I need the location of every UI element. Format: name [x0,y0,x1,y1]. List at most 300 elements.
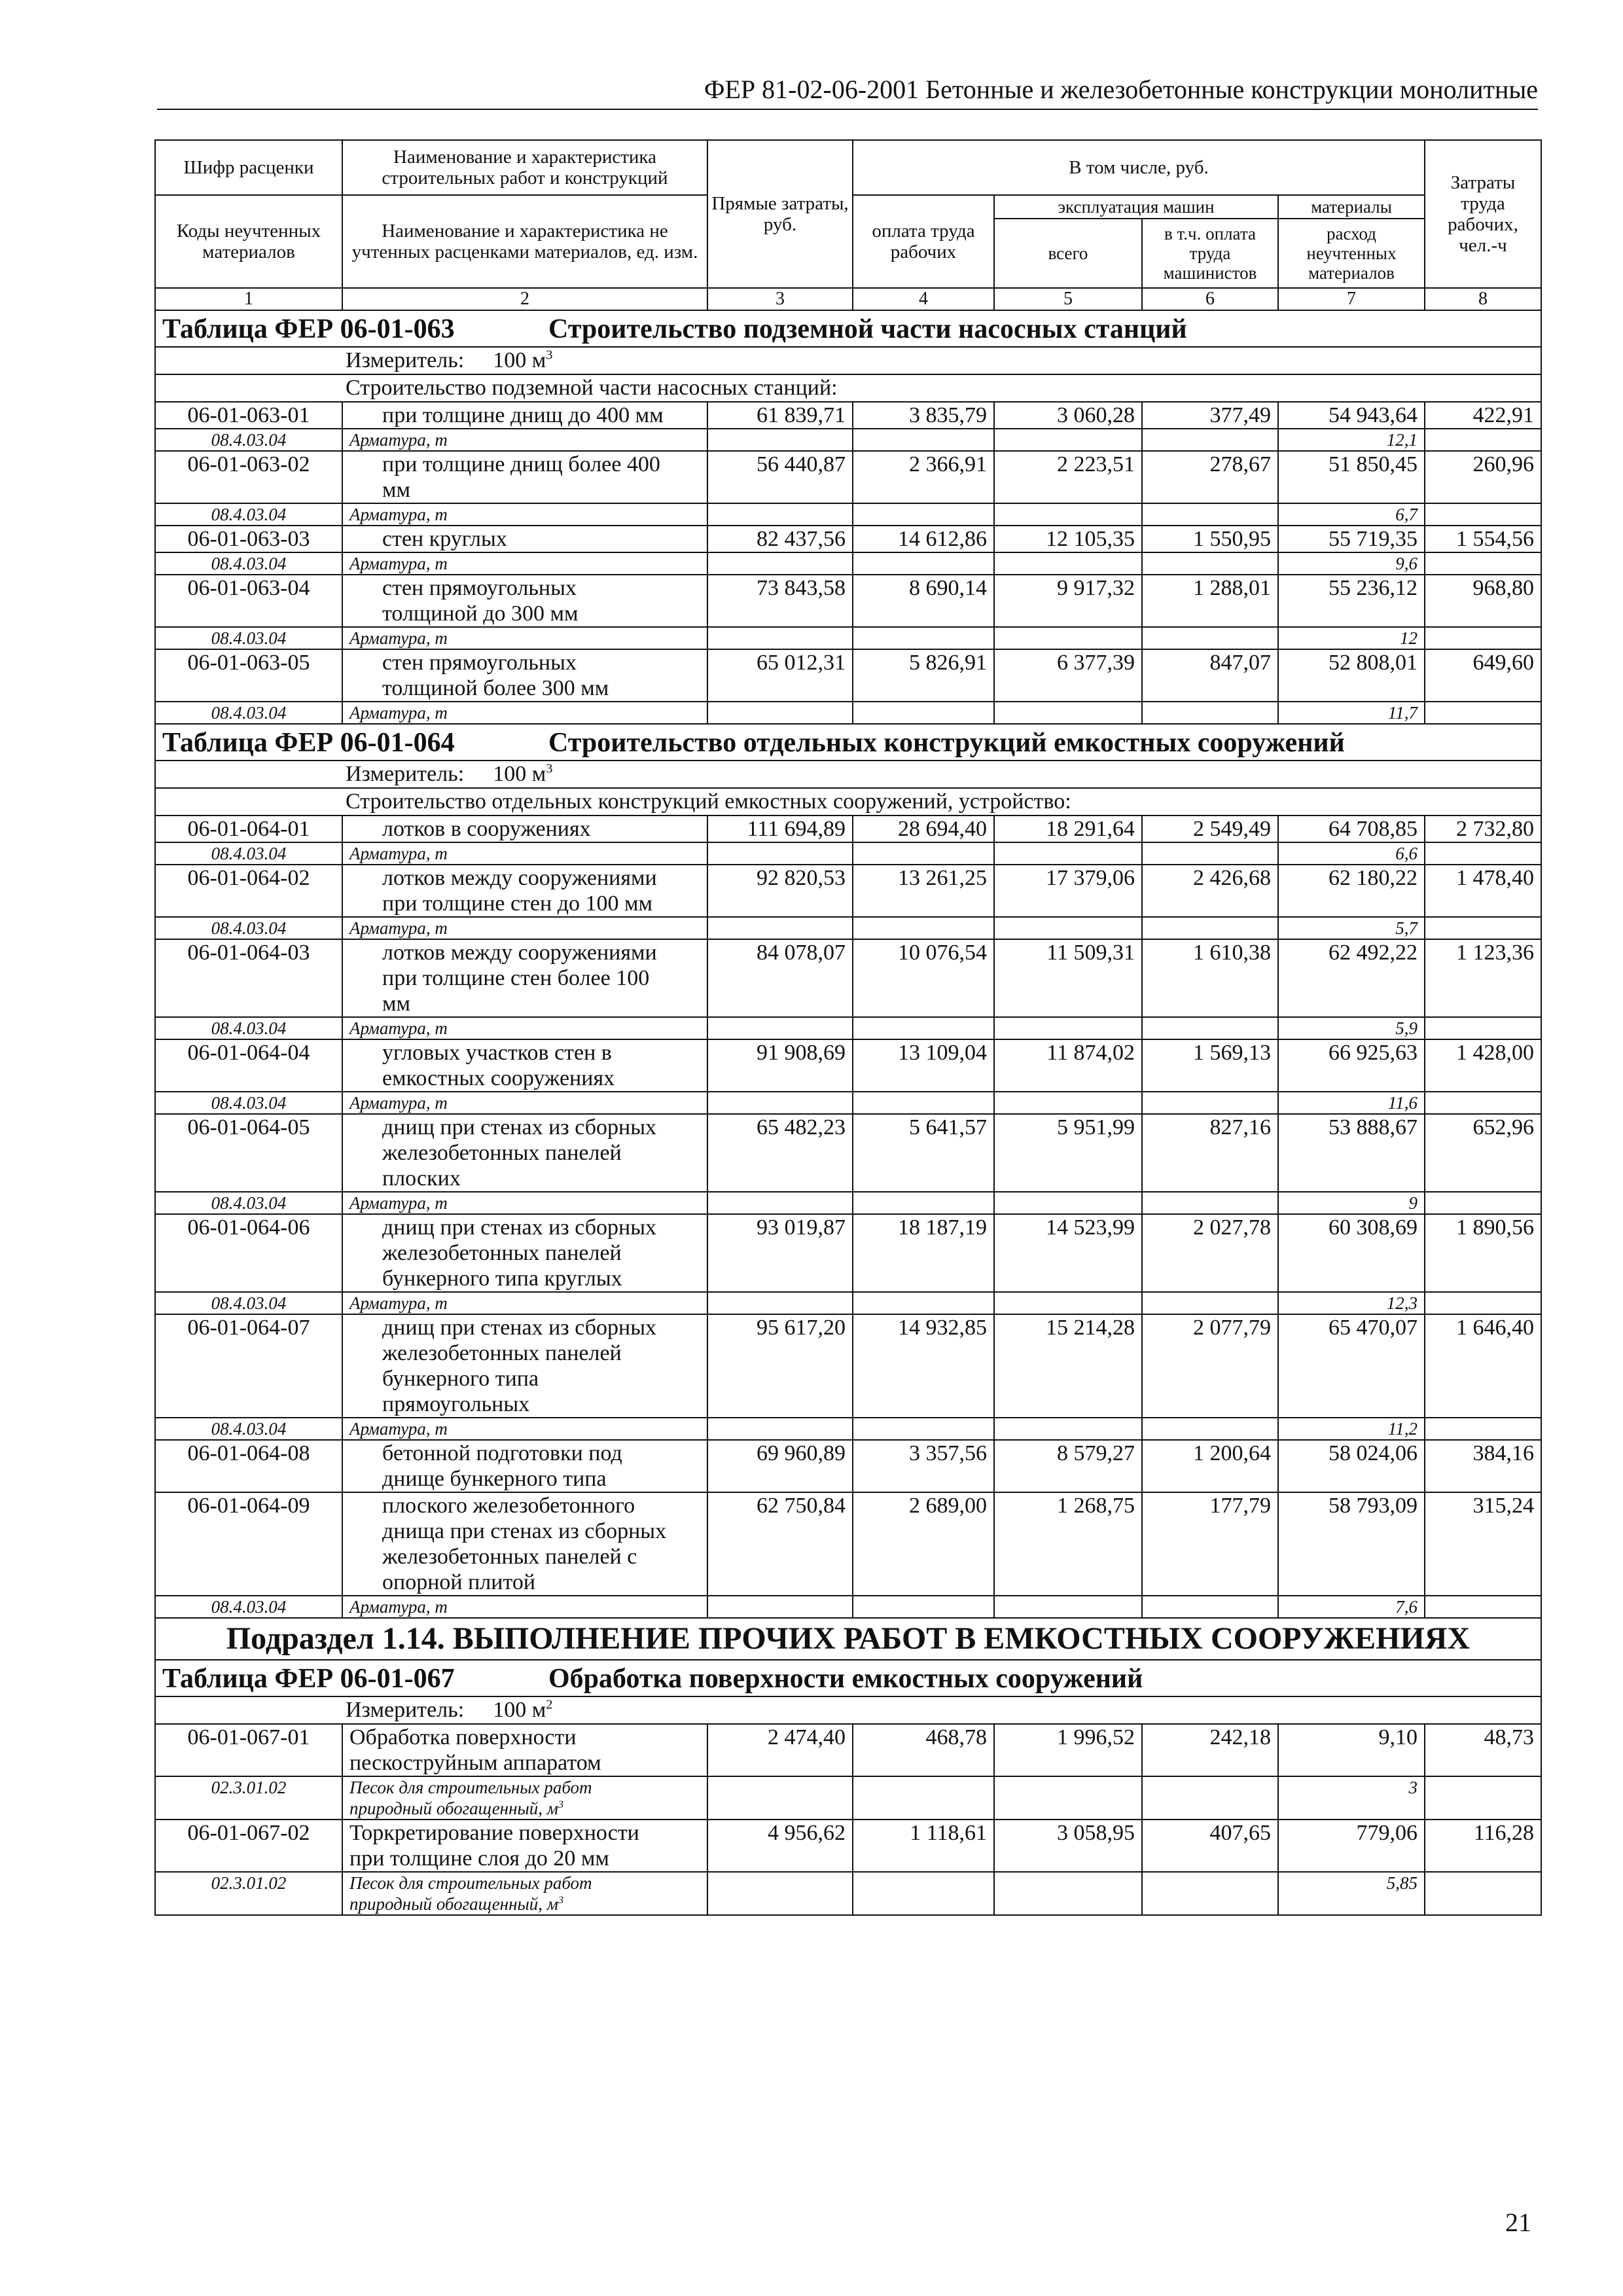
rate-row [155,1214,1541,1292]
empty-cell [707,1418,853,1440]
rate-name-line: плоских [382,1166,461,1191]
empty-cell [1425,429,1541,451]
material-code: 08.4.03.04 [155,429,342,451]
empty-cell [994,1596,1142,1618]
machinists-wages: 1 569,13 [1142,1039,1278,1092]
rate-name [342,816,707,842]
rate-name [342,1820,707,1872]
empty-cell [707,1092,853,1114]
empty-cell [1142,1872,1278,1915]
rate-name-line: мм [382,478,411,502]
wages-cost: 5 641,57 [853,1114,994,1192]
subsection-title: Подраздел 1.14. ВЫПОЛНЕНИЕ ПРОЧИХ РАБОТ В ЕМКОСТНЫХ СООРУЖЕНИЯХ [155,1618,1541,1660]
material-qty: 12 [1278,627,1425,649]
labor-cost: 48,73 [1425,1724,1541,1776]
material-row [155,1872,1541,1915]
material-qty: 9,6 [1278,552,1425,575]
rate-name-line: опорной плитой [382,1570,536,1594]
rate-row [155,939,1541,1017]
measure-row [155,1696,1541,1724]
materials-cost: 64 708,85 [1278,816,1425,842]
measure-unit-power: 3 [546,348,553,363]
rate-code: 06-01-063-04 [155,575,342,627]
labor-cost: 422,91 [1425,402,1541,429]
materials-cost: 62 492,22 [1278,939,1425,1017]
subsection-row [155,1618,1541,1660]
rate-code: 06-01-063-03 [155,526,342,552]
rate-name [342,402,707,429]
direct-cost: 65 482,23 [707,1114,853,1192]
machinists-wages: 242,18 [1142,1724,1278,1776]
material-row [155,552,1541,575]
empty-cell [853,552,994,575]
material-name: Арматура, т [342,1418,707,1440]
materials-cost: 51 850,45 [1278,451,1425,503]
material-row [155,627,1541,649]
empty-cell [1142,1776,1278,1820]
col-number: 4 [853,288,994,310]
col-number: 1 [155,288,342,310]
direct-cost: 56 440,87 [707,451,853,503]
wages-cost: 28 694,40 [853,816,994,842]
page-header: ФЕР 81-02-06-2001 Бетонные и железобетонные конструкции монолитные [157,73,1538,110]
rate-code: 06-01-063-02 [155,451,342,503]
rate-name-line: железобетонных панелей с [382,1545,637,1569]
rate-code: 06-01-064-09 [155,1492,342,1596]
machinists-wages: 177,79 [1142,1492,1278,1596]
material-code: 08.4.03.04 [155,702,342,724]
direct-cost: 4 956,62 [707,1820,853,1872]
material-name: Арматура, т [342,1092,707,1114]
empty-cell [1142,1192,1278,1214]
labor-cost: 649,60 [1425,649,1541,702]
empty-cell [1142,429,1278,451]
empty-cell [1142,1017,1278,1039]
material-name: Арматура, т [342,627,707,649]
empty-cell [707,627,853,649]
empty-cell [994,1872,1142,1915]
empty-cell [994,1092,1142,1114]
machinists-wages: 2 077,79 [1142,1314,1278,1418]
material-code: 08.4.03.04 [155,1017,342,1039]
machinists-wages: 377,49 [1142,402,1278,429]
empty-cell [853,702,994,724]
col-code-header: Шифр расценки [155,140,342,195]
wages-cost: 13 109,04 [853,1039,994,1092]
empty-cell [1425,1596,1541,1618]
machinists-wages: 1 610,38 [1142,939,1278,1017]
empty-cell [1425,1292,1541,1314]
wages-cost: 18 187,19 [853,1214,994,1292]
material-name [342,1872,707,1915]
col-number: 6 [1142,288,1278,310]
material-name-line-wrap [349,1893,700,1914]
machines-cost: 11 874,02 [994,1039,1142,1092]
labor-cost: 652,96 [1425,1114,1541,1192]
material-qty: 5,7 [1278,917,1425,939]
rate-name-line: угловых участков стен в [382,1041,612,1065]
table-caption: Обработка поверхности емкостных сооружений [548,1664,1143,1694]
material-row [155,702,1541,724]
empty-cell [707,429,853,451]
empty-cell [707,503,853,526]
measure-cell [155,761,1541,788]
table-title-row [155,1660,1541,1696]
machinists-wages: 2 426,68 [1142,865,1278,917]
labor-cost: 1 478,40 [1425,865,1541,917]
material-code: 02.3.01.02 [155,1776,342,1820]
rate-name-line: стен прямоугольных [382,576,577,600]
machines-cost: 17 379,06 [994,865,1142,917]
material-row [155,842,1541,865]
rate-code: 06-01-063-01 [155,402,342,429]
materials-cost: 62 180,22 [1278,865,1425,917]
materials-cost: 66 925,63 [1278,1039,1425,1092]
rate-name-line: при толщине днищ более 400 [382,452,660,476]
rate-name-line: железобетонных панелей [382,1141,622,1165]
wages-cost: 13 261,25 [853,865,994,917]
rate-name-line: при толщине стен до 100 мм [382,891,653,916]
measure-unit-power: 2 [546,1697,553,1712]
rate-name-line: при толщине слоя до 20 мм [349,1846,609,1871]
material-name-line-wrap [349,1798,700,1819]
empty-cell [853,1872,994,1915]
table-title-cell [155,1660,1541,1696]
rate-name-line: днищ при стенах из сборных [382,1316,657,1340]
empty-cell [1425,552,1541,575]
rate-row [155,402,1541,429]
material-name: Арматура, т [342,1292,707,1314]
direct-cost: 91 908,69 [707,1039,853,1092]
material-name: Арматура, т [342,917,707,939]
material-code: 02.3.01.02 [155,1872,342,1915]
material-name [342,1776,707,1820]
rate-row [155,816,1541,842]
page-number: 21 [1505,2208,1531,2237]
wages-cost: 8 690,14 [853,575,994,627]
empty-cell [1425,1776,1541,1820]
materials-cost: 55 236,12 [1278,575,1425,627]
direct-cost: 73 843,58 [707,575,853,627]
rate-name-line: стен прямоугольных [382,651,577,675]
empty-cell [1142,842,1278,865]
empty-cell [853,1776,994,1820]
empty-cell [994,503,1142,526]
empty-cell [707,917,853,939]
empty-cell [707,842,853,865]
materials-cost: 60 308,69 [1278,1214,1425,1292]
rate-name-line: бетонной подготовки под [382,1441,622,1465]
col-number: 8 [1425,288,1541,310]
material-code: 08.4.03.04 [155,1192,342,1214]
material-unit-power: 3 [558,1894,564,1906]
material-code: 08.4.03.04 [155,1418,342,1440]
rate-name-line: бункерного типа круглых [382,1266,622,1291]
material-name: Арматура, т [342,1596,707,1618]
direct-cost: 93 019,87 [707,1214,853,1292]
materials-cost: 779,06 [1278,1820,1425,1872]
material-qty: 12,1 [1278,429,1425,451]
material-row [155,1292,1541,1314]
rate-row [155,1724,1541,1776]
material-row [155,1596,1541,1618]
rate-code: 06-01-064-03 [155,939,342,1017]
table-number: Таблица ФЕР 06-01-067 [162,1664,455,1694]
machinists-wages: 1 200,64 [1142,1440,1278,1492]
rate-row [155,865,1541,917]
empty-cell [1425,842,1541,865]
labor-cost: 1 123,36 [1425,939,1541,1017]
rates-table [154,139,1542,1916]
rate-name-line: прямоугольных [382,1392,530,1416]
materials-cost: 65 470,07 [1278,1314,1425,1418]
wages-cost: 14 932,85 [853,1314,994,1418]
direct-cost: 2 474,40 [707,1724,853,1776]
rate-row [155,451,1541,503]
rate-name-line: толщиной более 300 мм [382,676,609,700]
direct-cost: 61 839,71 [707,402,853,429]
machines-cost: 3 060,28 [994,402,1142,429]
rate-name [342,451,707,503]
rate-name-line: Обработка поверхности [349,1725,577,1749]
labor-cost: 315,24 [1425,1492,1541,1596]
labor-cost: 1 554,56 [1425,526,1541,552]
measure-label: Измеритель: [346,762,465,786]
empty-cell [994,702,1142,724]
material-code: 08.4.03.04 [155,917,342,939]
material-qty: 11,7 [1278,702,1425,724]
machinists-wages: 827,16 [1142,1114,1278,1192]
empty-cell [707,1292,853,1314]
rate-code: 06-01-064-06 [155,1214,342,1292]
measure-cell [155,1696,1541,1724]
col-wages-header: оплата труда рабочих [853,195,994,288]
rate-name [342,1314,707,1418]
rate-name-line: толщиной до 300 мм [382,601,579,626]
material-qty: 5,9 [1278,1017,1425,1039]
col-code-mat-header: Коды неучтенных материалов [155,195,342,288]
empty-cell [1425,702,1541,724]
table-caption: Строительство подземной части насосных станций [548,314,1187,344]
rate-name-line: железобетонных панелей [382,1241,622,1265]
material-code: 08.4.03.04 [155,842,342,865]
empty-cell [853,1092,994,1114]
wages-cost: 10 076,54 [853,939,994,1017]
col-including-header: В том числе, руб. [853,140,1425,195]
machines-cost: 9 917,32 [994,575,1142,627]
empty-cell [1142,702,1278,724]
col-number: 2 [342,288,707,310]
rate-code: 06-01-064-01 [155,816,342,842]
rate-code: 06-01-064-08 [155,1440,342,1492]
rate-row [155,1440,1541,1492]
wages-cost: 468,78 [853,1724,994,1776]
col-materials-sub-header: расход неучтенных материалов [1278,219,1425,288]
material-qty: 11,2 [1278,1418,1425,1440]
rate-name-line: при толщине днищ до 400 мм [382,403,664,427]
direct-cost: 92 820,53 [707,865,853,917]
empty-cell [1142,1596,1278,1618]
material-name-line: природный обогащенный, м [349,1894,558,1914]
empty-cell [853,627,994,649]
labor-cost: 1 890,56 [1425,1214,1541,1292]
material-code: 08.4.03.04 [155,1596,342,1618]
material-row [155,1017,1541,1039]
empty-cell [707,1017,853,1039]
rate-name-line: бункерного типа [382,1367,539,1391]
rate-code: 06-01-064-02 [155,865,342,917]
empty-cell [994,1292,1142,1314]
machines-cost: 2 223,51 [994,451,1142,503]
machinists-wages: 2 549,49 [1142,816,1278,842]
table-title-cell [155,724,1541,761]
material-row [155,917,1541,939]
machines-cost: 14 523,99 [994,1214,1142,1292]
material-name-line: Песок для строительных работ [349,1778,592,1797]
empty-cell [707,1776,853,1820]
machinists-wages: 2 027,78 [1142,1214,1278,1292]
empty-cell [853,503,994,526]
material-name: Арматура, т [342,1192,707,1214]
machines-cost: 1 268,75 [994,1492,1142,1596]
material-row [155,1192,1541,1214]
wages-cost: 14 612,86 [853,526,994,552]
machines-cost: 5 951,99 [994,1114,1142,1192]
materials-cost: 55 719,35 [1278,526,1425,552]
material-name: Арматура, т [342,503,707,526]
material-qty: 7,6 [1278,1596,1425,1618]
labor-cost: 384,16 [1425,1440,1541,1492]
measure-label: Измеритель: [346,348,465,372]
materials-cost: 54 943,64 [1278,402,1425,429]
material-row [155,429,1541,451]
wages-cost: 1 118,61 [853,1820,994,1872]
material-qty: 11,6 [1278,1092,1425,1114]
empty-cell [994,1017,1142,1039]
rate-name [342,1492,707,1596]
direct-cost: 82 437,56 [707,526,853,552]
empty-cell [1142,552,1278,575]
machines-cost: 11 509,31 [994,939,1142,1017]
rate-row [155,1492,1541,1596]
material-row [155,503,1541,526]
empty-cell [853,1017,994,1039]
machines-cost: 3 058,95 [994,1820,1142,1872]
empty-cell [1142,1292,1278,1314]
machines-cost: 12 105,35 [994,526,1142,552]
section-row [155,788,1541,816]
rate-name-line: лотков в сооружениях [382,817,591,841]
rate-name [342,865,707,917]
material-name: Арматура, т [342,429,707,451]
empty-cell [994,1418,1142,1440]
materials-cost: 58 024,06 [1278,1440,1425,1492]
empty-cell [1142,917,1278,939]
material-qty: 6,7 [1278,503,1425,526]
labor-cost: 116,28 [1425,1820,1541,1872]
empty-cell [853,1596,994,1618]
empty-cell [1425,503,1541,526]
material-row [155,1418,1541,1440]
empty-cell [853,1292,994,1314]
wages-cost: 2 366,91 [853,451,994,503]
measure-label: Измеритель: [346,1698,465,1722]
rate-name [342,1214,707,1292]
direct-cost: 95 617,20 [707,1314,853,1418]
empty-cell [707,1192,853,1214]
empty-cell [1425,1092,1541,1114]
empty-cell [1425,1418,1541,1440]
empty-cell [994,917,1142,939]
labor-cost: 1 428,00 [1425,1039,1541,1092]
rate-name-line: стен круглых [382,527,507,551]
empty-cell [1142,1092,1278,1114]
col-labor-header: Затраты труда рабочих, чел.-ч [1425,140,1541,288]
empty-cell [1425,1872,1541,1915]
material-row [155,1776,1541,1820]
material-code: 08.4.03.04 [155,552,342,575]
machinists-wages: 407,65 [1142,1820,1278,1872]
material-qty: 6,6 [1278,842,1425,865]
wages-cost: 3 835,79 [853,402,994,429]
machines-cost: 6 377,39 [994,649,1142,702]
material-name: Арматура, т [342,552,707,575]
empty-cell [994,842,1142,865]
empty-cell [1142,1418,1278,1440]
rate-name-line: днищ при стенах из сборных [382,1215,657,1240]
rate-code: 06-01-064-05 [155,1114,342,1192]
empty-cell [994,627,1142,649]
direct-cost: 62 750,84 [707,1492,853,1596]
table-title-row [155,724,1541,761]
wages-cost: 5 826,91 [853,649,994,702]
col-number: 5 [994,288,1142,310]
rate-name [342,939,707,1017]
col-number: 3 [707,288,853,310]
measure-unit-power: 3 [546,761,553,776]
measure-cell [155,347,1541,374]
machinists-wages: 847,07 [1142,649,1278,702]
rate-row [155,1039,1541,1092]
rate-code: 06-01-067-01 [155,1724,342,1776]
section-row [155,374,1541,402]
machinists-wages: 278,67 [1142,451,1278,503]
material-row [155,1092,1541,1114]
section-title: Строительство отдельных конструкций емкостных сооружений, устройство: [155,788,1541,816]
material-name: Арматура, т [342,842,707,865]
empty-cell [853,842,994,865]
material-name-line: Песок для строительных работ [349,1873,592,1893]
machines-cost: 15 214,28 [994,1314,1142,1418]
rate-name-line: плоского железобетонного [382,1494,635,1518]
empty-cell [1142,503,1278,526]
empty-cell [994,1776,1142,1820]
table-number: Таблица ФЕР 06-01-064 [162,728,455,758]
empty-cell [1425,917,1541,939]
empty-cell [707,702,853,724]
table-number: Таблица ФЕР 06-01-063 [162,314,455,344]
rate-name-line: при толщине стен более 100 [382,966,650,990]
col-materials-header: материалы [1278,195,1425,219]
col-machines-header: эксплуатация машин [994,195,1278,219]
rate-code: 06-01-064-04 [155,1039,342,1092]
rate-name [342,1724,707,1776]
labor-cost: 260,96 [1425,451,1541,503]
empty-cell [1425,1017,1541,1039]
direct-cost: 111 694,89 [707,816,853,842]
rate-row [155,1114,1541,1192]
direct-cost: 84 078,07 [707,939,853,1017]
